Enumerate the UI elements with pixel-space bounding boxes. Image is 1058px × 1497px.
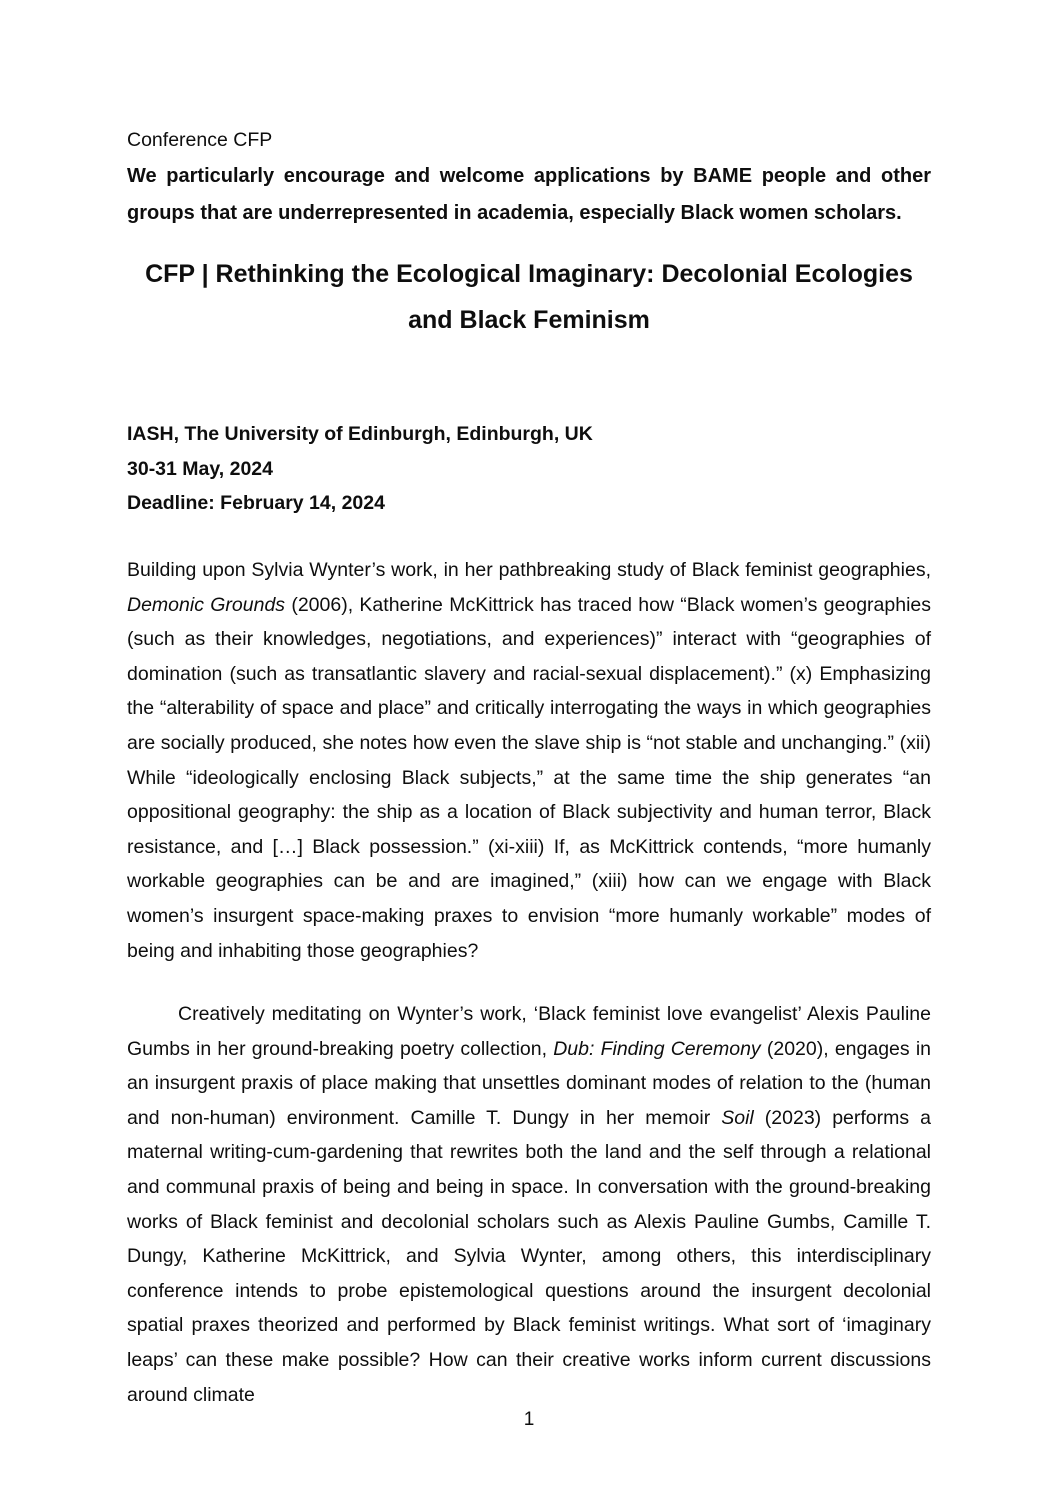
book-title-soil: Soil bbox=[721, 1106, 754, 1129]
text-run: (2020), engages in an insurgent praxis of place making that unsettles dominant modes of relation to the (human and non-human) environment. Camille T. Dungy in her memoir bbox=[127, 1037, 932, 1129]
event-details bbox=[127, 417, 931, 521]
paragraph-1 bbox=[127, 553, 931, 968]
text-run: (2023) performs a maternal writing-cum-gardening that rewrites both the land and the self through a relational and communal praxis of being and being in space. In conversation with the ground-breaking works of Black feminist and decolonial scholars such as Alexis Pauline Gumbs, Camille T. Dungy, Katherine McKittrick, and Sylvia Wynter, among others, this interdisciplinary conference intends to probe epistemological questions around the insurgent decolonial spatial praxes theorized and performed by Black feminist writings. What sort of ‘imaginary leaps’ can these make possible? How can their creative works inform current discussions around climate bbox=[127, 1106, 931, 1406]
cfp-title: CFP | Rethinking the Ecological Imaginary: Decolonial Ecologies and Black Feminism bbox=[145, 260, 913, 334]
event-venue: IASH, The University of Edinburgh, Edinburgh, UK bbox=[127, 423, 593, 445]
text-run: (2006), Katherine McKittrick has traced how “Black women’s geographies (such as their knowledges, negotiations, and experiences)” interact with “geographies of domination (such as transatlantic slavery and racial-sexual displacement).” (x) Emphasizing the “alterability of space and place” and critically interrogating the ways in which geographies are socially produced, she notes how even the slave ship is “not stable and unchanging.” (xii) While “ideologically enclosing Black subjects,” at the same time the ship generates “an oppositional geography: the ship as a location of Black subjectivity and human terror, Black resistance, and […] Black possession.” (xi-xiii) If, as McKittrick contends, “more humanly workable geographies can be and are imagined,” (xiii) how can we engage with Black women’s insurgent space-making praxes to envision “more humanly workable” modes of being and inhabiting those geographies? bbox=[127, 593, 932, 962]
page-number: 1 bbox=[523, 1409, 535, 1430]
book-title-dub-finding-ceremony: Dub: Finding Ceremony bbox=[553, 1037, 761, 1060]
doc-type-label: Conference CFP bbox=[127, 129, 273, 151]
text-run: Building upon Sylvia Wynter’s work, in her pathbreaking study of Black feminist geographies, bbox=[127, 559, 931, 581]
paragraph-2 bbox=[127, 997, 931, 1412]
text-run: Creatively meditating on Wynter’s work, ‘Black feminist love evangelist’ Alexis Pauline Gumbs in her ground-breaking poetry collection, bbox=[127, 1003, 931, 1060]
event-dates: 30-31 May, 2024 bbox=[127, 457, 273, 480]
diversity-notice: We particularly encourage and welcome applications by BAME people and other groups that are underrepresented in academia, especially Black women scholars. bbox=[127, 165, 931, 224]
event-deadline: Deadline: February 14, 2024 bbox=[127, 492, 385, 515]
book-title-demonic-grounds: Demonic Grounds bbox=[127, 593, 286, 616]
